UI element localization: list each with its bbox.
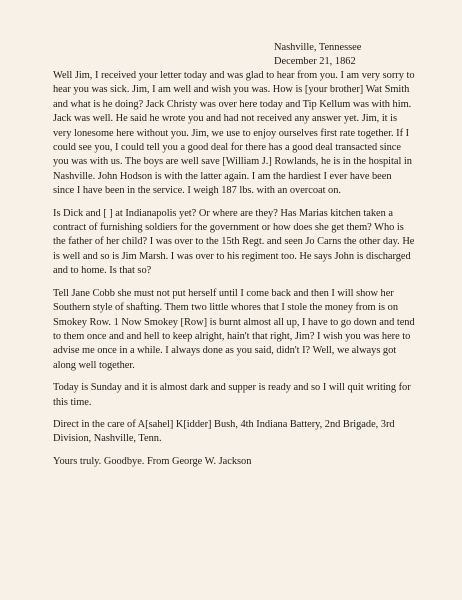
letter-place: Nashville, Tennessee [274,42,362,53]
letter-paragraph-5: Direct in the care of A[sahel] K[idder] Bush, 4th Indiana Battery, 2nd Brigade, 3rd Division, Nashville, Tenn. [53,418,395,445]
letter-body [53,69,415,477]
letter-paragraph-4: Today is Sunday and it is almost dark and supper is ready and so I will quit writing for this time. [53,382,411,408]
letter-date: December 21, 1862 [274,56,356,68]
letter-header [274,41,444,70]
letter-paragraph-2: Is Dick and [ ] at Indianapolis yet? Or where are they? Has Marias kitchen taken a contract of furnishing soldiers for the government or how does she get them? Who is the father of her child? I was over to the 15th Regt. and seen Jo Carns the other day. He is well and so is Jim Marsh. I was over to his regiment too. He says John is discharged and to home. Is that so? [53,207,415,277]
letter-paragraph-3: Tell Jane Cobb she must not put herself until I come back and then I will show her Southern style of shafting. Them two little whores that I stole the money from is on Smokey Row. 1 Now Smokey [Row] is burnt almost all up, I have to go down and tend to them once and and hell to keep alright, hain't that right, Jim? I wish you was here to advise me once in a while. I always done as you said, didn't I? Well, we always got along well together. [53,287,415,371]
letter-signature: Yours truly. Goodbye. From George W. Jackson [53,455,252,467]
letter-paragraph-1: Well Jim, I received your letter today and was glad to hear from you. I am very sorry to hear you was sick. Jim, I am well and wish you was. How is [your brother] Wat Smith and what is he doing? Jack Christy was over here today and Tip Kellum was with him. Jack was well. He said he wrote you and had not received any answer yet. Jim, it is very lonesome here without you. Jim, we use to enjoy ourselves first rate together. If I could see you, I could tell you a good deal for there has a good deal transacted since you was with us. The boys are well save [William J.] Rowlands, he is in the hospital in Nashville. John Hodson is with the latter again. I am the hardiest I ever have been since I have been in the service. I weigh 187 lbs. with an overcoat on. [53,70,415,197]
